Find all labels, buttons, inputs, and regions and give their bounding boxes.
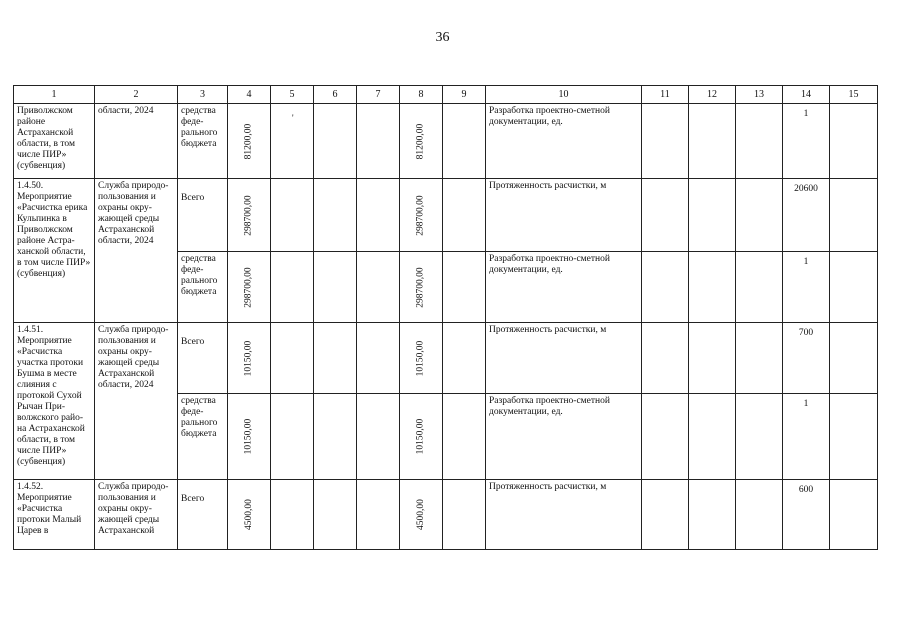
empty-cell — [830, 104, 878, 179]
empty-cell — [830, 252, 878, 323]
amount-value: 10150,00 — [243, 418, 254, 455]
amount-cell — [400, 104, 443, 179]
amount-value: 81200,00 — [243, 123, 254, 159]
empty-cell — [736, 252, 783, 323]
header-cell: 15 — [830, 86, 878, 104]
empty-cell — [357, 323, 400, 394]
header-cell: 10 — [486, 86, 642, 104]
indicator-value: 1 — [803, 399, 809, 409]
header-row — [14, 86, 878, 104]
table-row — [14, 480, 878, 550]
empty-cell — [642, 179, 689, 252]
empty-cell — [357, 179, 400, 252]
amount-cell — [400, 394, 443, 480]
indicator-cell: Протяженность расчистки, м — [486, 323, 642, 394]
empty-cell — [830, 394, 878, 480]
empty-cell — [314, 104, 357, 179]
executor-cell: Служба природо-пользования и охраны окру-жающей среды Астраханской области, 2024 — [95, 323, 178, 480]
indicator-cell: Протяженность расчистки, м — [486, 480, 642, 550]
header-cell: 6 — [314, 86, 357, 104]
indicator-value-cell — [783, 179, 830, 252]
empty-cell — [736, 323, 783, 394]
empty-cell — [443, 179, 486, 252]
executor-cell: Служба природо-пользования и охраны окру-жающей среды Астраханской области, 2024 — [95, 179, 178, 323]
empty-cell — [357, 394, 400, 480]
indicator-value: 600 — [798, 485, 814, 495]
header-cell: 11 — [642, 86, 689, 104]
empty-cell — [736, 480, 783, 550]
table-row — [14, 104, 878, 179]
measure-name-cell: 1.4.51. Мероприятие «Расчистка участка протоки Бушма в месте слияния с протокой Сухой Рычан При-волжского райо-на Астраханской области, в том числе ПИР» (субвенция) — [14, 323, 95, 480]
page-number: 36 — [435, 30, 450, 45]
header-cell: 12 — [689, 86, 736, 104]
empty-cell — [830, 323, 878, 394]
header-cell: 5 — [271, 86, 314, 104]
header-cell: 1 — [14, 86, 95, 104]
header-cell: 8 — [400, 86, 443, 104]
empty-cell — [736, 104, 783, 179]
amount-value: 298700,00 — [415, 266, 426, 308]
indicator-value: 1 — [803, 109, 809, 119]
empty-cell — [314, 323, 357, 394]
header-cell: 13 — [736, 86, 783, 104]
executor-cell: Служба природо-пользования и охраны окру-жающей среды Астраханской — [95, 480, 178, 550]
empty-cell — [689, 252, 736, 323]
empty-cell — [736, 394, 783, 480]
empty-cell — [314, 394, 357, 480]
empty-cell — [443, 104, 486, 179]
indicator-cell: Разработка проектно-сметной документации, ед. — [486, 394, 642, 480]
amount-cell — [228, 480, 271, 550]
funding-source-cell: Всего — [178, 480, 228, 550]
empty-cell — [642, 104, 689, 179]
empty-cell — [642, 323, 689, 394]
indicator-value-cell — [783, 394, 830, 480]
empty-cell — [642, 252, 689, 323]
measure-name-cell: Приволжском районе Астраханской области, в том числе ПИР» (субвенция) — [14, 104, 95, 179]
header-cell: 3 — [178, 86, 228, 104]
empty-cell — [271, 394, 314, 480]
measure-name-cell: 1.4.50. Мероприятие «Расчистка ерика Кульпинка в Приволжском районе Астра-ханской области, в том числе ПИР» (субвенция) — [14, 179, 95, 323]
empty-cell — [357, 252, 400, 323]
indicator-cell: Разработка проектно-сметной документации, ед. — [486, 104, 642, 179]
funding-source-cell: средства феде-рального бюджета — [178, 394, 228, 480]
empty-cell — [443, 480, 486, 550]
indicator-cell: Протяженность расчистки, м — [486, 179, 642, 252]
empty-cell — [830, 179, 878, 252]
amount-cell — [400, 323, 443, 394]
empty-cell — [830, 480, 878, 550]
empty-cell — [271, 252, 314, 323]
empty-cell — [271, 179, 314, 252]
indicator-value-cell — [783, 480, 830, 550]
empty-cell — [357, 104, 400, 179]
stray-mark: ' — [292, 113, 294, 123]
amount-value: 298700,00 — [243, 266, 254, 308]
empty-cell — [689, 323, 736, 394]
header-cell: 7 — [357, 86, 400, 104]
indicator-value: 700 — [798, 328, 814, 338]
empty-cell — [314, 252, 357, 323]
amount-cell — [228, 104, 271, 179]
amount-cell — [400, 480, 443, 550]
empty-cell — [443, 252, 486, 323]
header-cell: 14 — [783, 86, 830, 104]
indicator-value-cell — [783, 104, 830, 179]
amount-cell — [228, 394, 271, 480]
program-table — [13, 85, 878, 550]
amount-value: 10150,00 — [243, 340, 254, 376]
empty-cell — [357, 480, 400, 550]
amount-value: 298700,00 — [415, 194, 426, 236]
executor-cell: области, 2024 — [95, 104, 178, 179]
amount-value: 10150,00 — [415, 418, 426, 455]
indicator-value: 20600 — [794, 184, 818, 194]
amount-cell — [228, 179, 271, 252]
empty-cell — [271, 323, 314, 394]
empty-cell — [443, 323, 486, 394]
table-row — [14, 323, 878, 394]
empty-cell — [271, 104, 314, 179]
measure-name-cell: 1.4.52. Мероприятие «Расчистка протоки Малый Царев в — [14, 480, 95, 550]
amount-value: 4500,00 — [415, 499, 426, 530]
amount-cell — [400, 252, 443, 323]
empty-cell — [642, 394, 689, 480]
amount-cell — [228, 323, 271, 394]
funding-source-cell: средства феде-рального бюджета — [178, 252, 228, 323]
indicator-value-cell — [783, 252, 830, 323]
indicator-value: 1 — [803, 257, 809, 267]
indicator-value-cell — [783, 323, 830, 394]
funding-source-cell: Всего — [178, 323, 228, 394]
funding-source-cell: средства феде-рального бюджета — [178, 104, 228, 179]
amount-value: 4500,00 — [243, 499, 254, 530]
amount-cell — [400, 179, 443, 252]
amount-value: 81200,00 — [415, 123, 426, 159]
empty-cell — [314, 480, 357, 550]
empty-cell — [443, 394, 486, 480]
empty-cell — [689, 480, 736, 550]
header-cell: 2 — [95, 86, 178, 104]
empty-cell — [314, 179, 357, 252]
empty-cell — [642, 480, 689, 550]
table-row — [14, 179, 878, 252]
empty-cell — [689, 394, 736, 480]
empty-cell — [689, 179, 736, 252]
funding-source-cell: Всего — [178, 179, 228, 252]
amount-cell — [228, 252, 271, 323]
empty-cell — [736, 179, 783, 252]
amount-value: 298700,00 — [243, 194, 254, 236]
empty-cell — [271, 480, 314, 550]
header-cell: 4 — [228, 86, 271, 104]
header-cell: 9 — [443, 86, 486, 104]
indicator-cell: Разработка проектно-сметной документации, ед. — [486, 252, 642, 323]
amount-value: 10150,00 — [415, 340, 426, 376]
empty-cell — [689, 104, 736, 179]
